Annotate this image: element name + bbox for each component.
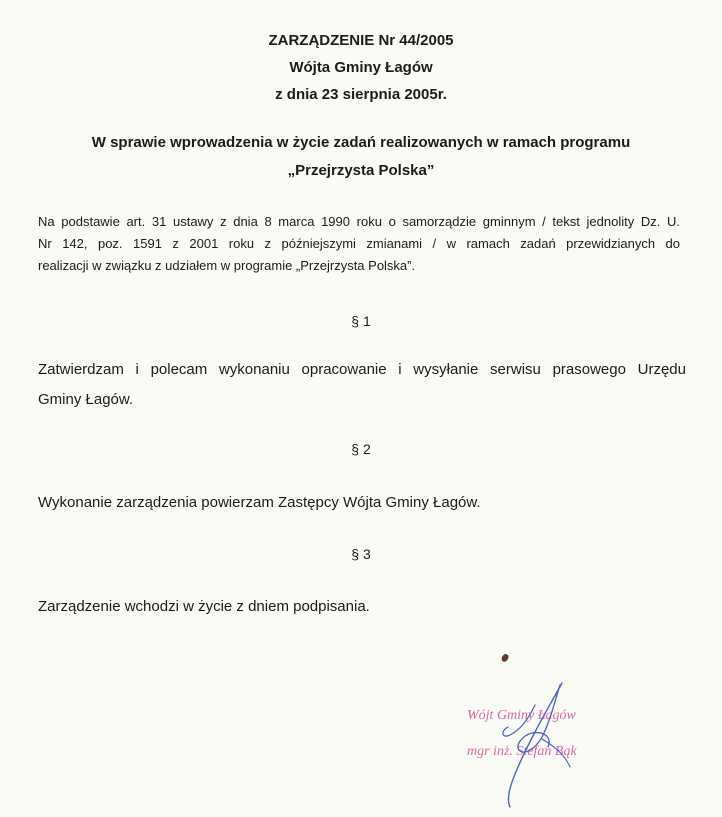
- section-1-line-1: Zatwierdzam i polecam wykonaniu opracowanie i wysyłanie serwisu prasowego Urzędu: [38, 361, 686, 378]
- preamble-line-2: Nr 142, poz. 1591 z 2001 roku z późniejszymi zmianami / w ramach zadań przewidzianych do: [38, 236, 680, 251]
- section-1-mark: § 1: [351, 313, 371, 329]
- ink-spot: [501, 653, 510, 663]
- stamp-title: Wójt Gminy Łagów: [467, 708, 576, 723]
- section-3-text: Zarządzenie wchodzi w życie z dniem podpisania.: [38, 598, 370, 615]
- ordinance-number: ZARZĄDZENIE Nr 44/2005: [268, 32, 454, 49]
- issuer: Wójta Gminy Łagów: [289, 59, 433, 76]
- section-3-mark: § 3: [351, 546, 371, 562]
- subject-line-1: W sprawie wprowadzenia w życie zadań realizowanych w ramach programu: [91, 134, 631, 151]
- handwritten-signature: [440, 675, 590, 810]
- stamp-name: mgr inż. Stefan Bąk: [467, 744, 577, 759]
- issue-date: z dnia 23 sierpnia 2005r.: [275, 86, 447, 103]
- subject-line-2: „Przejrzysta Polska”: [287, 162, 435, 179]
- section-2-text: Wykonanie zarządzenia powierzam Zastępcy Wójta Gminy Łagów.: [38, 494, 481, 511]
- section-2-mark: § 2: [351, 441, 371, 457]
- preamble-line-1: Na podstawie art. 31 ustawy z dnia 8 marca 1990 roku o samorządzie gminnym / tekst jednolity Dz. U.: [38, 214, 680, 229]
- section-1-line-2: Gminy Łagów.: [38, 391, 134, 408]
- preamble-line-3: realizacji w związku z udziałem w programie „Przejrzysta Polska”.: [38, 258, 416, 273]
